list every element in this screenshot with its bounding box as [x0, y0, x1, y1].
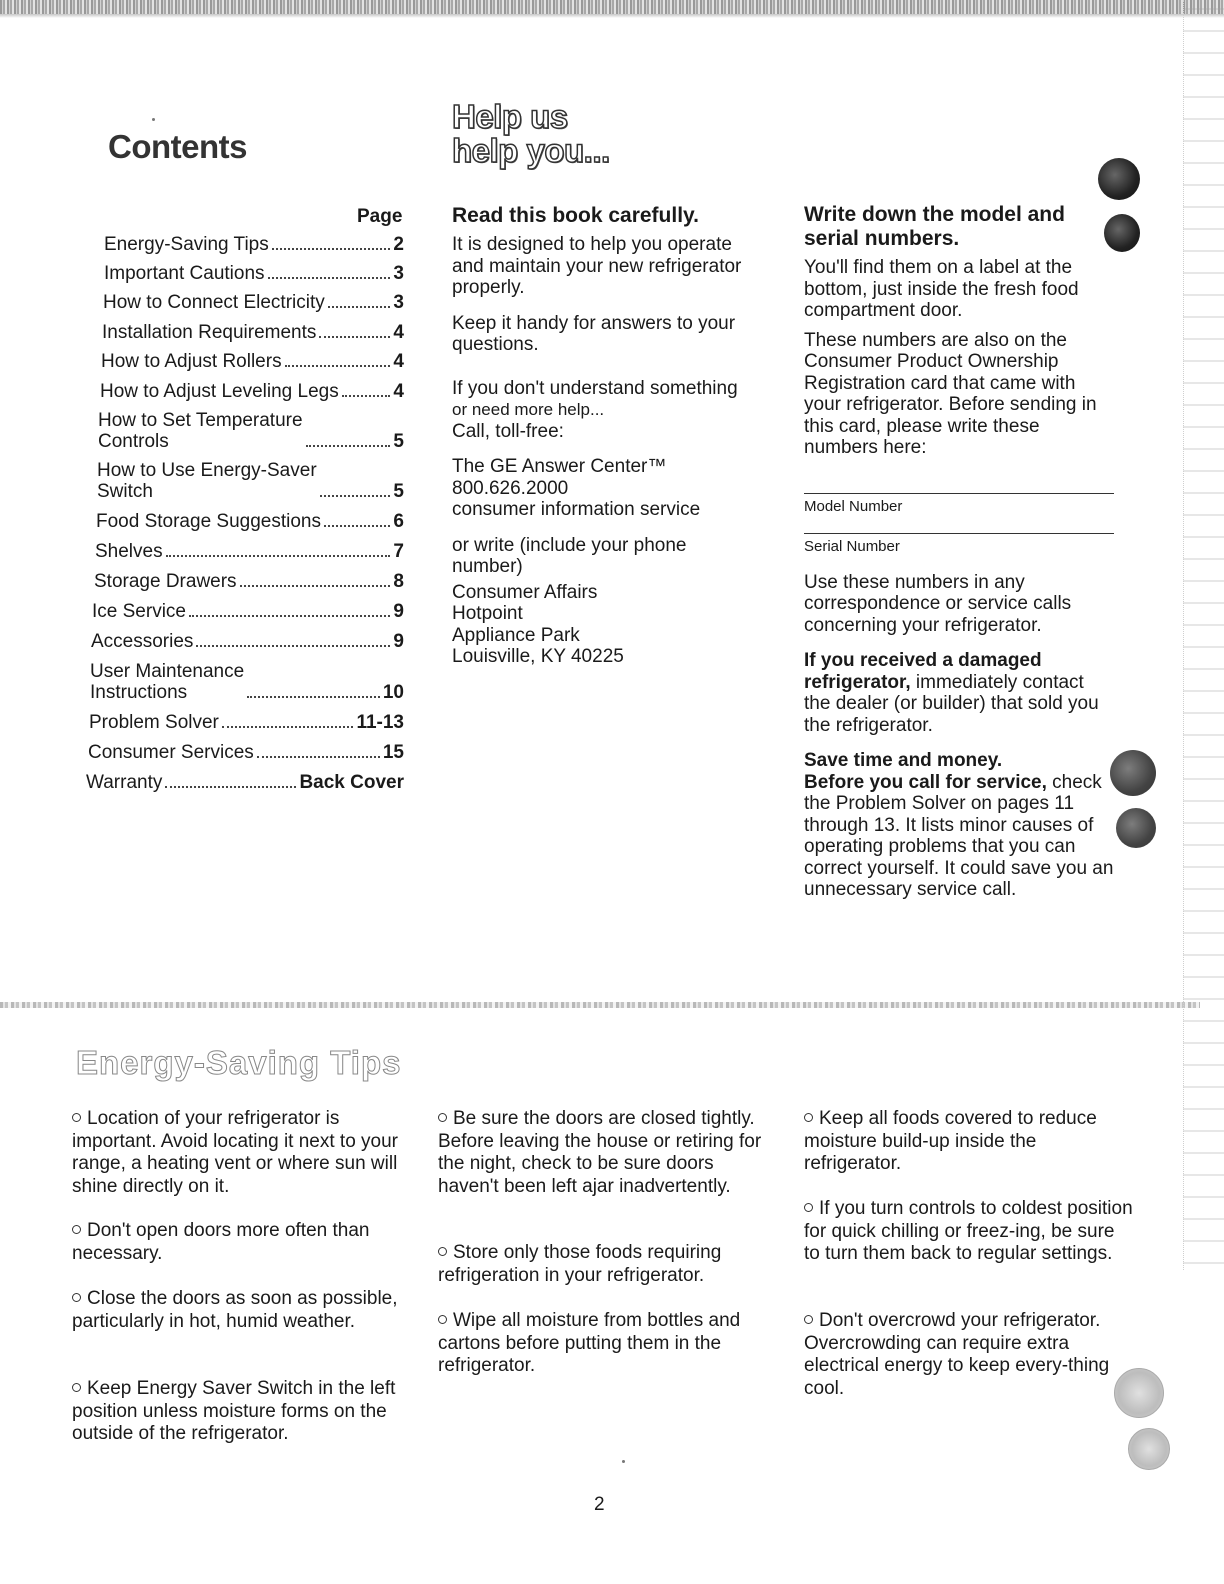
read-heading: Read this book carefully. — [452, 204, 700, 227]
toc-entry-page: 4 — [393, 351, 404, 372]
toc-entry-page: 8 — [393, 571, 404, 592]
scan-edge-right — [1183, 0, 1224, 1270]
toc-entry-text: Shelves — [95, 541, 163, 562]
toc-entry-text: Problem Solver — [89, 712, 219, 733]
toc-entry-text: How to Connect Electricity — [103, 292, 325, 313]
energy-tip — [438, 1310, 768, 1378]
toc-entry-page: 9 — [393, 601, 404, 622]
binder-hole-6 — [1128, 1428, 1170, 1470]
toc-leader-dots — [285, 365, 391, 367]
bullet-icon — [438, 1247, 447, 1256]
toc-entry — [84, 263, 404, 284]
mailing-address — [452, 582, 762, 668]
energy-tip — [804, 1198, 1134, 1266]
energy-tip-text: Wipe all moisture from bottles and cartons before putting them in the refrigerator. — [438, 1310, 741, 1376]
toc-leader-dots — [166, 555, 391, 557]
table-of-contents — [84, 234, 404, 802]
toc-entry — [84, 661, 404, 703]
toc-leader-dots — [342, 395, 391, 397]
toc-entry-text: Accessories — [91, 631, 194, 652]
toc-entry-page: 10 — [382, 682, 404, 703]
toc-entry — [84, 541, 404, 562]
toc-entry-text: How to Use Energy-Saver Switch — [97, 460, 317, 502]
energy-tip — [72, 1288, 402, 1333]
model-serial-column — [804, 203, 1114, 915]
toc-entry-text: How to Adjust Rollers — [101, 351, 282, 372]
energy-saving-title: Energy-Saving Tips — [76, 1044, 402, 1081]
toc-entry-page: Back Cover — [299, 772, 404, 793]
toc-leader-dots — [324, 525, 390, 527]
write-paragraph-1: You'll find them on a label at the bottom, just inside the fresh food compartment door. — [804, 257, 1079, 321]
toc-entry — [84, 460, 404, 502]
toc-leader-dots — [306, 445, 391, 447]
toc-entry-text: Important Cautions — [104, 263, 265, 284]
toc-entry — [84, 601, 404, 622]
serial-number-field[interactable]: Serial Number — [804, 533, 1114, 558]
read-book-column — [452, 204, 762, 682]
save-bold: Before you call for service, — [804, 771, 1047, 793]
bullet-icon — [804, 1203, 813, 1212]
energy-tip — [438, 1108, 768, 1198]
answer-center-name: The GE Answer Center™ — [452, 456, 667, 477]
energy-tip-text: Don't overcrowd your refrigerator. Overcrowding can require extra electrical energy to keep every-thing cool. — [804, 1310, 1110, 1399]
address-line-3: Appliance Park — [452, 624, 580, 646]
toc-entry-page: 6 — [393, 511, 404, 532]
toc-entry-page: 5 — [393, 431, 404, 452]
save-rest: check the Problem Solver on pages 11 through 13. It lists minor causes of operating problems that you can correct yourself. It could save you an unnecessary service call. — [804, 771, 1114, 900]
write-paragraph-3: Use these numbers in any correspondence or service calls concerning your refrigerator. — [804, 571, 1072, 636]
save-heading: Save time and money. — [804, 750, 1003, 771]
read-paragraph-2: Keep it handy for answers to your questions. — [452, 312, 736, 355]
binder-hole-3 — [1110, 750, 1156, 796]
damaged-rest: immediately contact the dealer (or builder) that sold you the refrigerator. — [804, 671, 1099, 736]
address-line-1: Consumer Affairs — [452, 581, 598, 603]
binder-hole-1 — [1098, 158, 1140, 200]
energy-tip — [804, 1310, 1134, 1400]
scan-edge-top — [0, 0, 1224, 14]
bullet-icon — [72, 1225, 81, 1234]
model-number-field[interactable]: Model Number — [804, 493, 1114, 518]
answer-center — [452, 456, 762, 521]
toc-entry-page: 4 — [393, 322, 404, 343]
toc-entry — [84, 292, 404, 313]
read-p3-line-3: Call, toll-free: — [452, 420, 564, 442]
help-title-line-2: help you... — [452, 132, 610, 169]
write-heading: Write down the model and serial numbers. — [804, 203, 1065, 250]
bullet-icon — [72, 1293, 81, 1302]
bullet-icon — [438, 1315, 447, 1324]
toc-entry — [84, 322, 404, 343]
toc-entry-page: 3 — [393, 263, 404, 284]
read-paragraph-1: It is designed to help you operate and maintain your new refrigerator properly. — [452, 234, 742, 298]
toc-entry-text: Storage Drawers — [94, 571, 237, 592]
speck — [622, 1460, 625, 1463]
toc-entry-page: 2 — [393, 234, 404, 255]
energy-tip-text: Location of your refrigerator is important. Avoid locating it next to your range, a heating vent or where sun will shine directly on it. — [72, 1108, 398, 1197]
energy-tip-text: Keep all foods covered to reduce moisture build-up inside the refrigerator. — [804, 1108, 1097, 1174]
toc-entry-text: How to Adjust Leveling Legs — [100, 381, 339, 402]
address-line-4: Louisville, KY 40225 — [452, 646, 624, 667]
toc-entry — [84, 381, 404, 402]
toc-entry-text: Ice Service — [92, 601, 186, 622]
toc-entry — [84, 234, 404, 255]
toc-entry-text: Installation Requirements — [102, 322, 317, 343]
toc-entry — [84, 351, 404, 372]
toc-entry-page: 11-13 — [356, 712, 404, 733]
address-line-2: Hotpoint — [452, 603, 523, 624]
toc-entry-page: 7 — [393, 541, 404, 562]
toc-entry-page: 5 — [393, 481, 404, 502]
page-number: 2 — [594, 1494, 605, 1515]
energy-tip-text: Don't open doors more often than necessary. — [72, 1220, 370, 1264]
scan-fold-line — [0, 1002, 1200, 1008]
answer-center-phone: 800.626.2000 — [452, 477, 569, 499]
toc-leader-dots — [272, 248, 391, 250]
toc-entry-page: 4 — [393, 381, 404, 402]
energy-tip-text: Be sure the doors are closed tightly. Before leaving the house or retiring for the night, check to be sure doors haven't been left ajar inadvertently. — [438, 1108, 762, 1197]
damaged-notice — [804, 650, 1114, 736]
bullet-icon — [72, 1383, 81, 1392]
toc-entry-page: 15 — [382, 742, 404, 763]
damaged-bold: If you received a damaged refrigerator, — [804, 650, 1042, 693]
toc-leader-dots — [328, 306, 391, 308]
energy-tip-text: If you turn controls to coldest position for quick chilling or freez-ing, be sure to turn them back to regular settings. — [804, 1198, 1133, 1264]
toc-leader-dots — [196, 645, 390, 647]
toc-leader-dots — [165, 786, 296, 788]
energy-tip-text: Keep Energy Saver Switch in the left position unless moisture forms on the outside of the refrigerator. — [72, 1378, 396, 1444]
help-title — [452, 100, 610, 168]
help-title-line-1: Help us — [452, 98, 568, 135]
bullet-icon — [72, 1113, 81, 1122]
toc-entry — [84, 631, 404, 652]
toc-leader-dots — [240, 585, 391, 587]
energy-tip — [804, 1108, 1134, 1176]
toc-leader-dots — [247, 696, 380, 698]
toc-entry-text: User Maintenance Instructions — [90, 661, 245, 703]
toc-leader-dots — [320, 495, 391, 497]
toc-entry — [84, 511, 404, 532]
binder-hole-4 — [1116, 808, 1156, 848]
bullet-icon — [804, 1315, 813, 1324]
toc-leader-dots — [189, 615, 390, 617]
energy-tip — [438, 1242, 768, 1287]
toc-page-label: Page — [357, 206, 403, 227]
toc-entry — [84, 571, 404, 592]
toc-entry-text: Food Storage Suggestions — [96, 511, 321, 532]
speck — [152, 118, 155, 121]
toc-entry-text: Energy-Saving Tips — [104, 234, 269, 255]
bullet-icon — [804, 1113, 813, 1122]
toc-entry — [84, 712, 404, 733]
energy-tip — [72, 1378, 402, 1446]
toc-entry-page: 9 — [393, 631, 404, 652]
toc-entry-text: Consumer Services — [88, 742, 254, 763]
toc-entry — [84, 772, 404, 793]
write-instructions: or write (include your phone number) — [452, 534, 687, 577]
toc-leader-dots — [319, 336, 390, 338]
read-p3-line-2: or need more help... — [452, 400, 605, 419]
bullet-icon — [438, 1113, 447, 1122]
contents-title: Contents — [108, 128, 247, 165]
toc-entry — [84, 742, 404, 763]
toc-entry-text: Warranty — [86, 772, 163, 793]
energy-tip — [72, 1108, 402, 1198]
read-p3-line-1: If you don't understand something — [452, 377, 738, 399]
toc-leader-dots — [257, 756, 380, 758]
toc-entry-text: How to Set Temperature Controls — [98, 410, 303, 452]
energy-tip-text: Close the doors as soon as possible, particularly in hot, humid weather. — [72, 1288, 398, 1332]
toc-leader-dots — [268, 277, 391, 279]
toc-entry — [84, 410, 404, 452]
toc-entry-page: 3 — [393, 292, 404, 313]
energy-tip — [72, 1220, 402, 1265]
answer-center-desc: consumer information service — [452, 499, 701, 520]
toc-leader-dots — [222, 726, 354, 728]
save-time-notice — [804, 750, 1114, 901]
read-paragraph-3 — [452, 378, 762, 443]
energy-tip-text: Store only those foods requiring refrigeration in your refrigerator. — [438, 1242, 722, 1286]
write-paragraph-2: These numbers are also on the Consumer Product Ownership Registration card that came with your refrigerator. Before sending in this card, please write these numbers here: — [804, 329, 1097, 458]
